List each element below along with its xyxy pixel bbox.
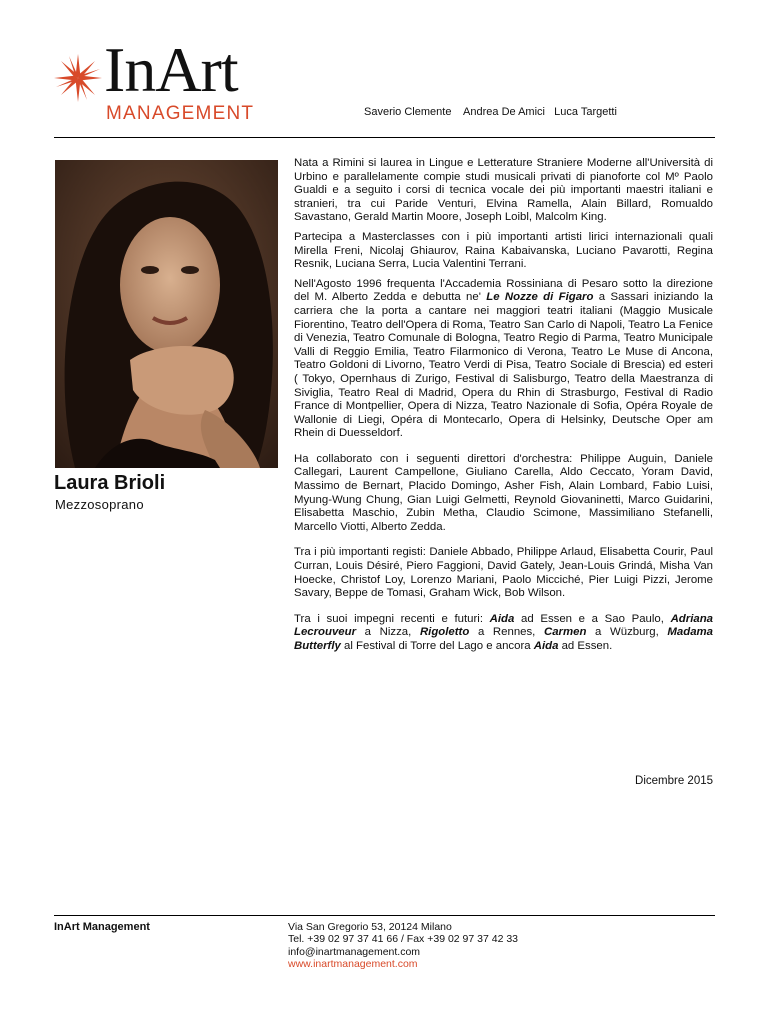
- opera-title: Adriana Lecrouveur: [294, 612, 713, 639]
- footer-address: Via San Gregorio 53, 20124 Milano: [288, 921, 452, 933]
- footer-email-link[interactable]: info@inartmanagement.com: [288, 945, 421, 958]
- bio-paragraph-engagements: [294, 613, 713, 654]
- bio-text: ad Essen.: [558, 640, 613, 652]
- opera-title: Madama Butterfly: [294, 626, 713, 652]
- opera-title: Rigoletto: [419, 626, 470, 639]
- biography: [294, 157, 713, 660]
- artist-portrait: [55, 160, 278, 468]
- opera-title: Le Nozze di Figaro: [486, 291, 594, 304]
- footer-phone: Tel. +39 02 97 37 41 66 / Fax +39 02 97 37 42 33: [288, 933, 519, 946]
- logo-management-text: MANAGEMENT: [106, 103, 255, 124]
- bio-paragraph-conductors: Ha collaborato con i seguenti direttori d'orchestra: Philippe Auguin, Daniele Callegari, Laurent Campellone, Giuliano Carella, Aldo Ceccato, Yoram David, Massimo de Bernart, Placido Domingo, Asher Fish, Alain Lombard, Fabio Luisi, Myung-Wung Chung, Gian Luigi Gelmetti, Reynold Giovaninetti, Marco Guidarini, Elisabetta Maschio, Zubin Metha, Claudio Scimone, Massimiliano Stefanelli, Marcello Viotti, Alberto Zedda.: [294, 452, 713, 533]
- star-icon: [54, 54, 102, 102]
- bio-paragraph-masterclasses: Partecipa a Masterclasses con i più importanti artisti lirici internazionali quali Mirella Freni, Nicolaj Ghiaurov, Raina Kabaivanska, Luciano Pavarotti, Regina Resnik, Luciana Serra, Lucia Valentini Terrani.: [294, 230, 713, 271]
- artist-role: Mezzosoprano: [55, 497, 144, 512]
- logo-brand-text: InArt: [104, 34, 238, 105]
- header-divider: [54, 137, 715, 138]
- bio-text: ad Essen e a Sao Paulo,: [514, 612, 671, 625]
- bio-paragraph-directors: Tra i più importanti registi: Daniele Abbado, Philippe Arlaud, Elisabetta Courir, Paul Curran, Louis Désiré, Piero Faggioni, David Gately, Jean-Louis Grindá, Misha Van Hoecke, Christof Loy, Lorenzo Mariani, Paolo Micciché, Pier Luigi Pizzi, Jerome Savary, Beppe de Tomasi, Graham Wick, Bob Wilson.: [294, 546, 713, 600]
- footer-website-link[interactable]: www.inartmanagement.com: [288, 958, 418, 971]
- footer-brand: InArt Management: [54, 921, 150, 933]
- inart-logo: [54, 34, 269, 124]
- footer-divider: [54, 915, 715, 916]
- bio-text: Nell'Agosto 1996 frequenta l'Accademia Rossiniana di Pesaro sotto la direzione del M. Alberto Zedda e debutta ne': [294, 277, 713, 304]
- opera-title: Aida: [533, 640, 559, 652]
- footer-contact: [288, 921, 518, 971]
- document-date: Dicembre 2015: [635, 775, 713, 787]
- bio-text: a Rennes,: [469, 626, 544, 639]
- opera-title: Aida: [489, 612, 515, 625]
- bio-text: a Wüzburg,: [586, 626, 668, 639]
- bio-paragraph-career: [294, 278, 713, 441]
- bio-text: al Festival di Torre del Lago e ancora: [340, 640, 534, 652]
- bio-text: a Nizza,: [356, 626, 420, 639]
- bio-paragraph-education: Nata a Rimini si laurea in Lingue e Letterature Straniere Moderne all'Università di Urbino e parallelamente compie studi musicali privati di pianoforte col Mº Paolo Gualdi e a seguito i corsi di tecnica vocale dei più importanti maestri italiani e stranieri, tra cui Paride Venturi, Elvina Ramella, Alain Billard, Romualdo Savastano, Gerald Martin Moore, Joseph Loibl, Malcolm King.: [294, 157, 713, 224]
- bio-text: a Sassari iniziando la carriera che la porta a cantare nei maggiori teatri italiani (Maggio Musicale Fiorentino, Teatro dell'Opera di Roma, Teatro San Carlo di Napoli, Teatro La Fenice di Venezia, Teatro Comunale di Bologna, Teatro Regio di Parma, Teatro Municipale Valli di Reggio Emilia, Teatro Filarmonico di Verona, Teatro Le Muse di Ancona, Teatro Goldoni di Livorno, Teatro Verdi di Pisa, Teatro Sociale di Brescia) ed esteri ( Tokyo, Opernhaus di Zurigo, Festival di Salisburgo, Teatro della Maestranza di Siviglia, Teatro Real di Madrid, Opera du Rhin di Strasburgo, Festival di Radio France di Montpellier, Opera di Nizza, Teatro Nazionale di Sofia, Opéra Royale de Wallonie di Liegi, Opéra di Montecarlo, Opera di Helsinky, Deutsche Oper am Rhein di Duesseldorf.: [294, 291, 714, 440]
- opera-title: Carmen: [543, 626, 587, 639]
- artist-name: Laura Brioli: [54, 472, 166, 494]
- bio-text: Tra i suoi impegni recenti e futuri:: [294, 612, 490, 625]
- partner-names: Saverio Clemente Andrea De Amici Luca Targetti: [364, 106, 617, 118]
